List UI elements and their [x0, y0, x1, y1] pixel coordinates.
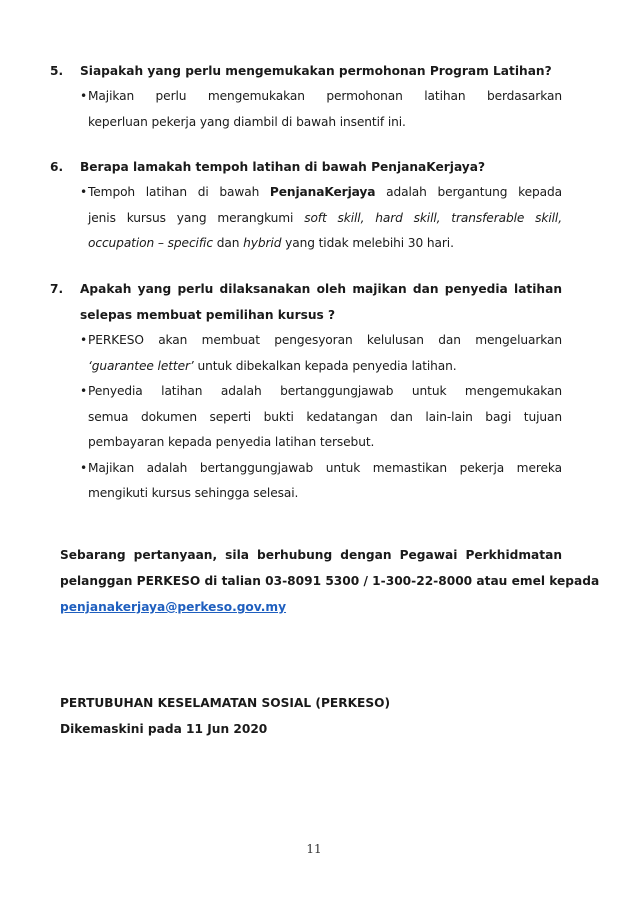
- faq-item-6: [50, 154, 562, 257]
- bullet-icon: •: [80, 460, 88, 475]
- question-title-continued: selepas membuat pemilihan kursus ?: [80, 308, 336, 322]
- answer-line: mengikuti kursus sehingga selesai.: [88, 486, 299, 500]
- answer-line: Penyedia latihan adalah bertanggungjawab untuk mengemukakan: [88, 384, 562, 398]
- question-number: 6.: [50, 160, 64, 174]
- bullet-icon: •: [80, 333, 88, 347]
- answer-line: ‘guarantee letter’ untuk dibekalkan kepada penyedia latihan.: [88, 358, 457, 373]
- footer-section: [60, 690, 390, 742]
- answer-bullet: [50, 379, 562, 456]
- faq-item-5: [50, 58, 562, 135]
- answer-line: PERKESO akan membuat pengesyoran kelulusan dan mengeluarkan: [88, 333, 562, 347]
- answer-line: pembayaran kepada penyedia latihan tersebut.: [88, 435, 375, 449]
- answer-bullet: [50, 456, 562, 507]
- email-link[interactable]: penjanakerjaya@perkeso.gov.my: [60, 600, 287, 614]
- contact-line: Sebarang pertanyaan, sila berhubung dengan Pegawai Perkhidmatan: [60, 548, 562, 562]
- answer-line: keperluan pekerja yang diambil di bawah insentif ini.: [88, 114, 406, 129]
- answer-line: jenis kursus yang merangkumi soft skill, hard skill, transferable skill,: [88, 210, 562, 225]
- answer-line: occupation – specific dan hybrid yang tidak melebihi 30 hari.: [88, 236, 454, 250]
- answer-line: semua dokumen seperti bukti kedatangan dan lain-lain bagi tujuan: [88, 409, 562, 424]
- question-title: Berapa lamakah tempoh latihan di bawah PenjanaKerjaya?: [80, 160, 486, 174]
- organization-name: PERTUBUHAN KESELAMATAN SOSIAL (PERKESO): [60, 696, 391, 710]
- question-title: Apakah yang perlu dilaksanakan oleh majikan dan penyedia latihan: [80, 282, 562, 296]
- question-number: 5.: [50, 64, 64, 78]
- faq-item-7: [50, 276, 562, 507]
- brand-name: PenjanaKerjaya: [269, 185, 376, 199]
- page-number: 11: [306, 842, 322, 856]
- bullet-icon: •: [80, 384, 88, 398]
- answer-line: Tempoh latihan di bawah PenjanaKerjaya adalah bergantung kepada: [88, 185, 563, 199]
- contact-line: pelanggan PERKESO di talian 03-8091 5300 / 1-300-22-8000 atau emel kepada: [60, 574, 600, 588]
- answer-line: Majikan adalah bertanggungjawab untuk memastikan pekerja mereka: [88, 460, 562, 475]
- bullet-icon: •: [80, 89, 88, 103]
- answer-bullet: [50, 328, 562, 379]
- updated-date: Dikemaskini pada 11 Jun 2020: [60, 722, 268, 736]
- contact-section: [60, 542, 600, 620]
- bullet-icon: •: [80, 185, 88, 199]
- answer-bullet: [50, 180, 562, 257]
- question-number: 7.: [50, 282, 64, 296]
- answer-line: Majikan perlu mengemukakan permohonan latihan berdasarkan: [88, 89, 562, 103]
- question-title: Siapakah yang perlu mengemukakan permohonan Program Latihan?: [80, 64, 552, 78]
- answer-bullet: [50, 84, 562, 135]
